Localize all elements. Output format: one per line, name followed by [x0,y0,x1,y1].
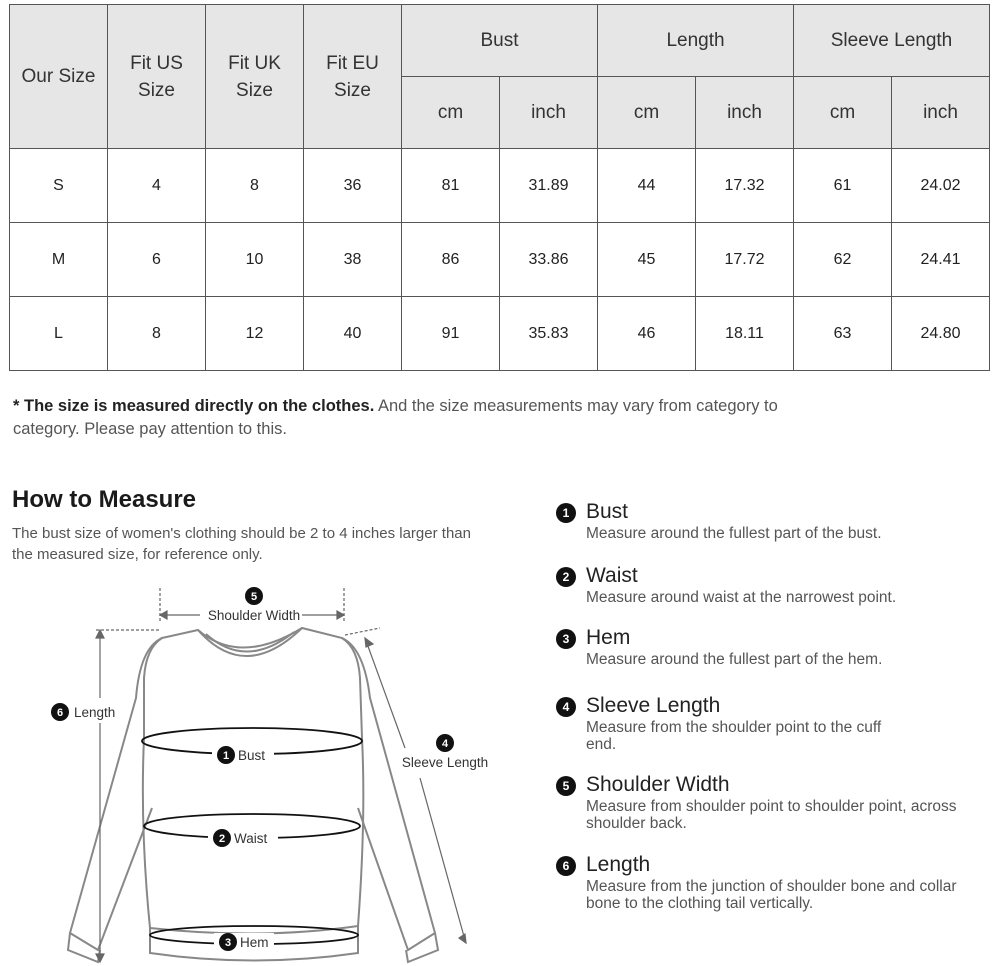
diagram-num-5-text: 5 [250,591,258,603]
table-cell: 63 [794,297,892,371]
how-to-measure-subtitle: The bust size of women's clothing should be 2 to 4 inches larger than the measured size, for reference only. [12,525,471,563]
diagram-label-length: Length [74,705,116,720]
header-sleeve-inch: inch [892,77,990,149]
table-cell: 6 [108,223,206,297]
table-cell: 10 [206,223,304,297]
table-cell: 40 [304,297,402,371]
header-bust-inch: inch [500,77,598,149]
table-cell: 86 [402,223,500,297]
legend-name: Sleeve Length [586,694,721,717]
table-cell: 33.86 [500,223,598,297]
legend-desc: Measure from the shoulder point to the cuff end. [586,719,882,753]
table-cell: 36 [304,149,402,223]
legend-desc: Measure around waist at the narrowest point. [586,589,897,606]
table-row [10,149,990,223]
legend-num-2: 2 [556,567,576,587]
diagram-num-1-text: 1 [222,750,230,762]
legend-name: Shoulder Width [586,773,730,796]
table-cell: 8 [108,297,206,371]
legend-desc: Measure from the junction of shoulder bone and collar bone to the clothing tail vertically. [586,878,957,912]
legend-name: Length [586,853,651,876]
legend-name: Bust [586,500,629,523]
note-rest: And the size measurements may vary from category to category. Please pay attention to this. [13,397,778,438]
table-cell: 17.32 [696,149,794,223]
legend-name: Waist [586,564,638,587]
header-length-inch: inch [696,77,794,149]
table-cell: 24.80 [892,297,990,371]
table-cell: 31.89 [500,149,598,223]
table-cell: 8 [206,149,304,223]
header-our-size: Our Size [10,5,108,149]
diagram-label-waist: Waist [234,831,268,846]
header-sleeve-cm: cm [794,77,892,149]
table-cell: 38 [304,223,402,297]
legend-num-6: 6 [556,856,576,876]
table-cell: 91 [402,297,500,371]
table-cell: 24.02 [892,149,990,223]
table-cell: 62 [794,223,892,297]
legend-name: Hem [586,626,631,649]
diagram-num-6-text: 6 [56,707,64,719]
table-cell: 24.41 [892,223,990,297]
how-to-measure-title: How to Measure [12,486,197,513]
table-cell: 18.11 [696,297,794,371]
table-cell: 35.83 [500,297,598,371]
note-bold: * The size is measured directly on the clothes. [13,397,375,415]
header-sleeve-length: Sleeve Length [794,5,990,77]
header-fit-us: Fit US Size [108,5,206,149]
header-bust: Bust [402,5,598,77]
table-row [10,297,990,371]
header-length: Length [598,5,794,77]
diagram-label-shoulder-width: Shoulder Width [207,608,301,623]
measurement-note [13,395,793,441]
diagram-num-4-text: 4 [441,738,449,750]
size-chart-table [9,4,990,371]
table-cell: 17.72 [696,223,794,297]
table-row [10,223,990,297]
table-cell: M [10,223,108,297]
length-arrow [96,630,160,962]
table-cell: S [10,149,108,223]
table-cell: 4 [108,149,206,223]
legend-desc: Measure around the fullest part of the bust. [586,525,882,542]
sweater-outline [68,628,438,962]
diagram-num-2-text: 2 [218,833,226,845]
diagram-num-3-text: 3 [224,937,232,949]
header-bust-cm: cm [402,77,500,149]
table-cell: 12 [206,297,304,371]
legend-num-5: 5 [556,776,576,796]
table-cell: 45 [598,223,696,297]
table-cell: 44 [598,149,696,223]
table-cell: 46 [598,297,696,371]
legend-num-3: 3 [556,629,576,649]
header-fit-eu: Fit EU Size [304,5,402,149]
diagram-label-bust: Bust [238,748,266,763]
legend-num-1: 1 [556,503,576,523]
table-cell: 61 [794,149,892,223]
header-fit-uk: Fit UK Size [206,5,304,149]
legend-desc: Measure from shoulder point to shoulder point, across shoulder back. [586,798,957,832]
diagram-label-sleeve-length: Sleeve Length [401,755,489,770]
legend-desc: Measure around the fullest part of the hem. [586,651,883,668]
table-cell: L [10,297,108,371]
diagram-label-hem: Hem [240,935,269,950]
sweater-diagram [40,578,500,964]
header-length-cm: cm [598,77,696,149]
table-cell: 81 [402,149,500,223]
legend-num-4: 4 [556,697,576,717]
